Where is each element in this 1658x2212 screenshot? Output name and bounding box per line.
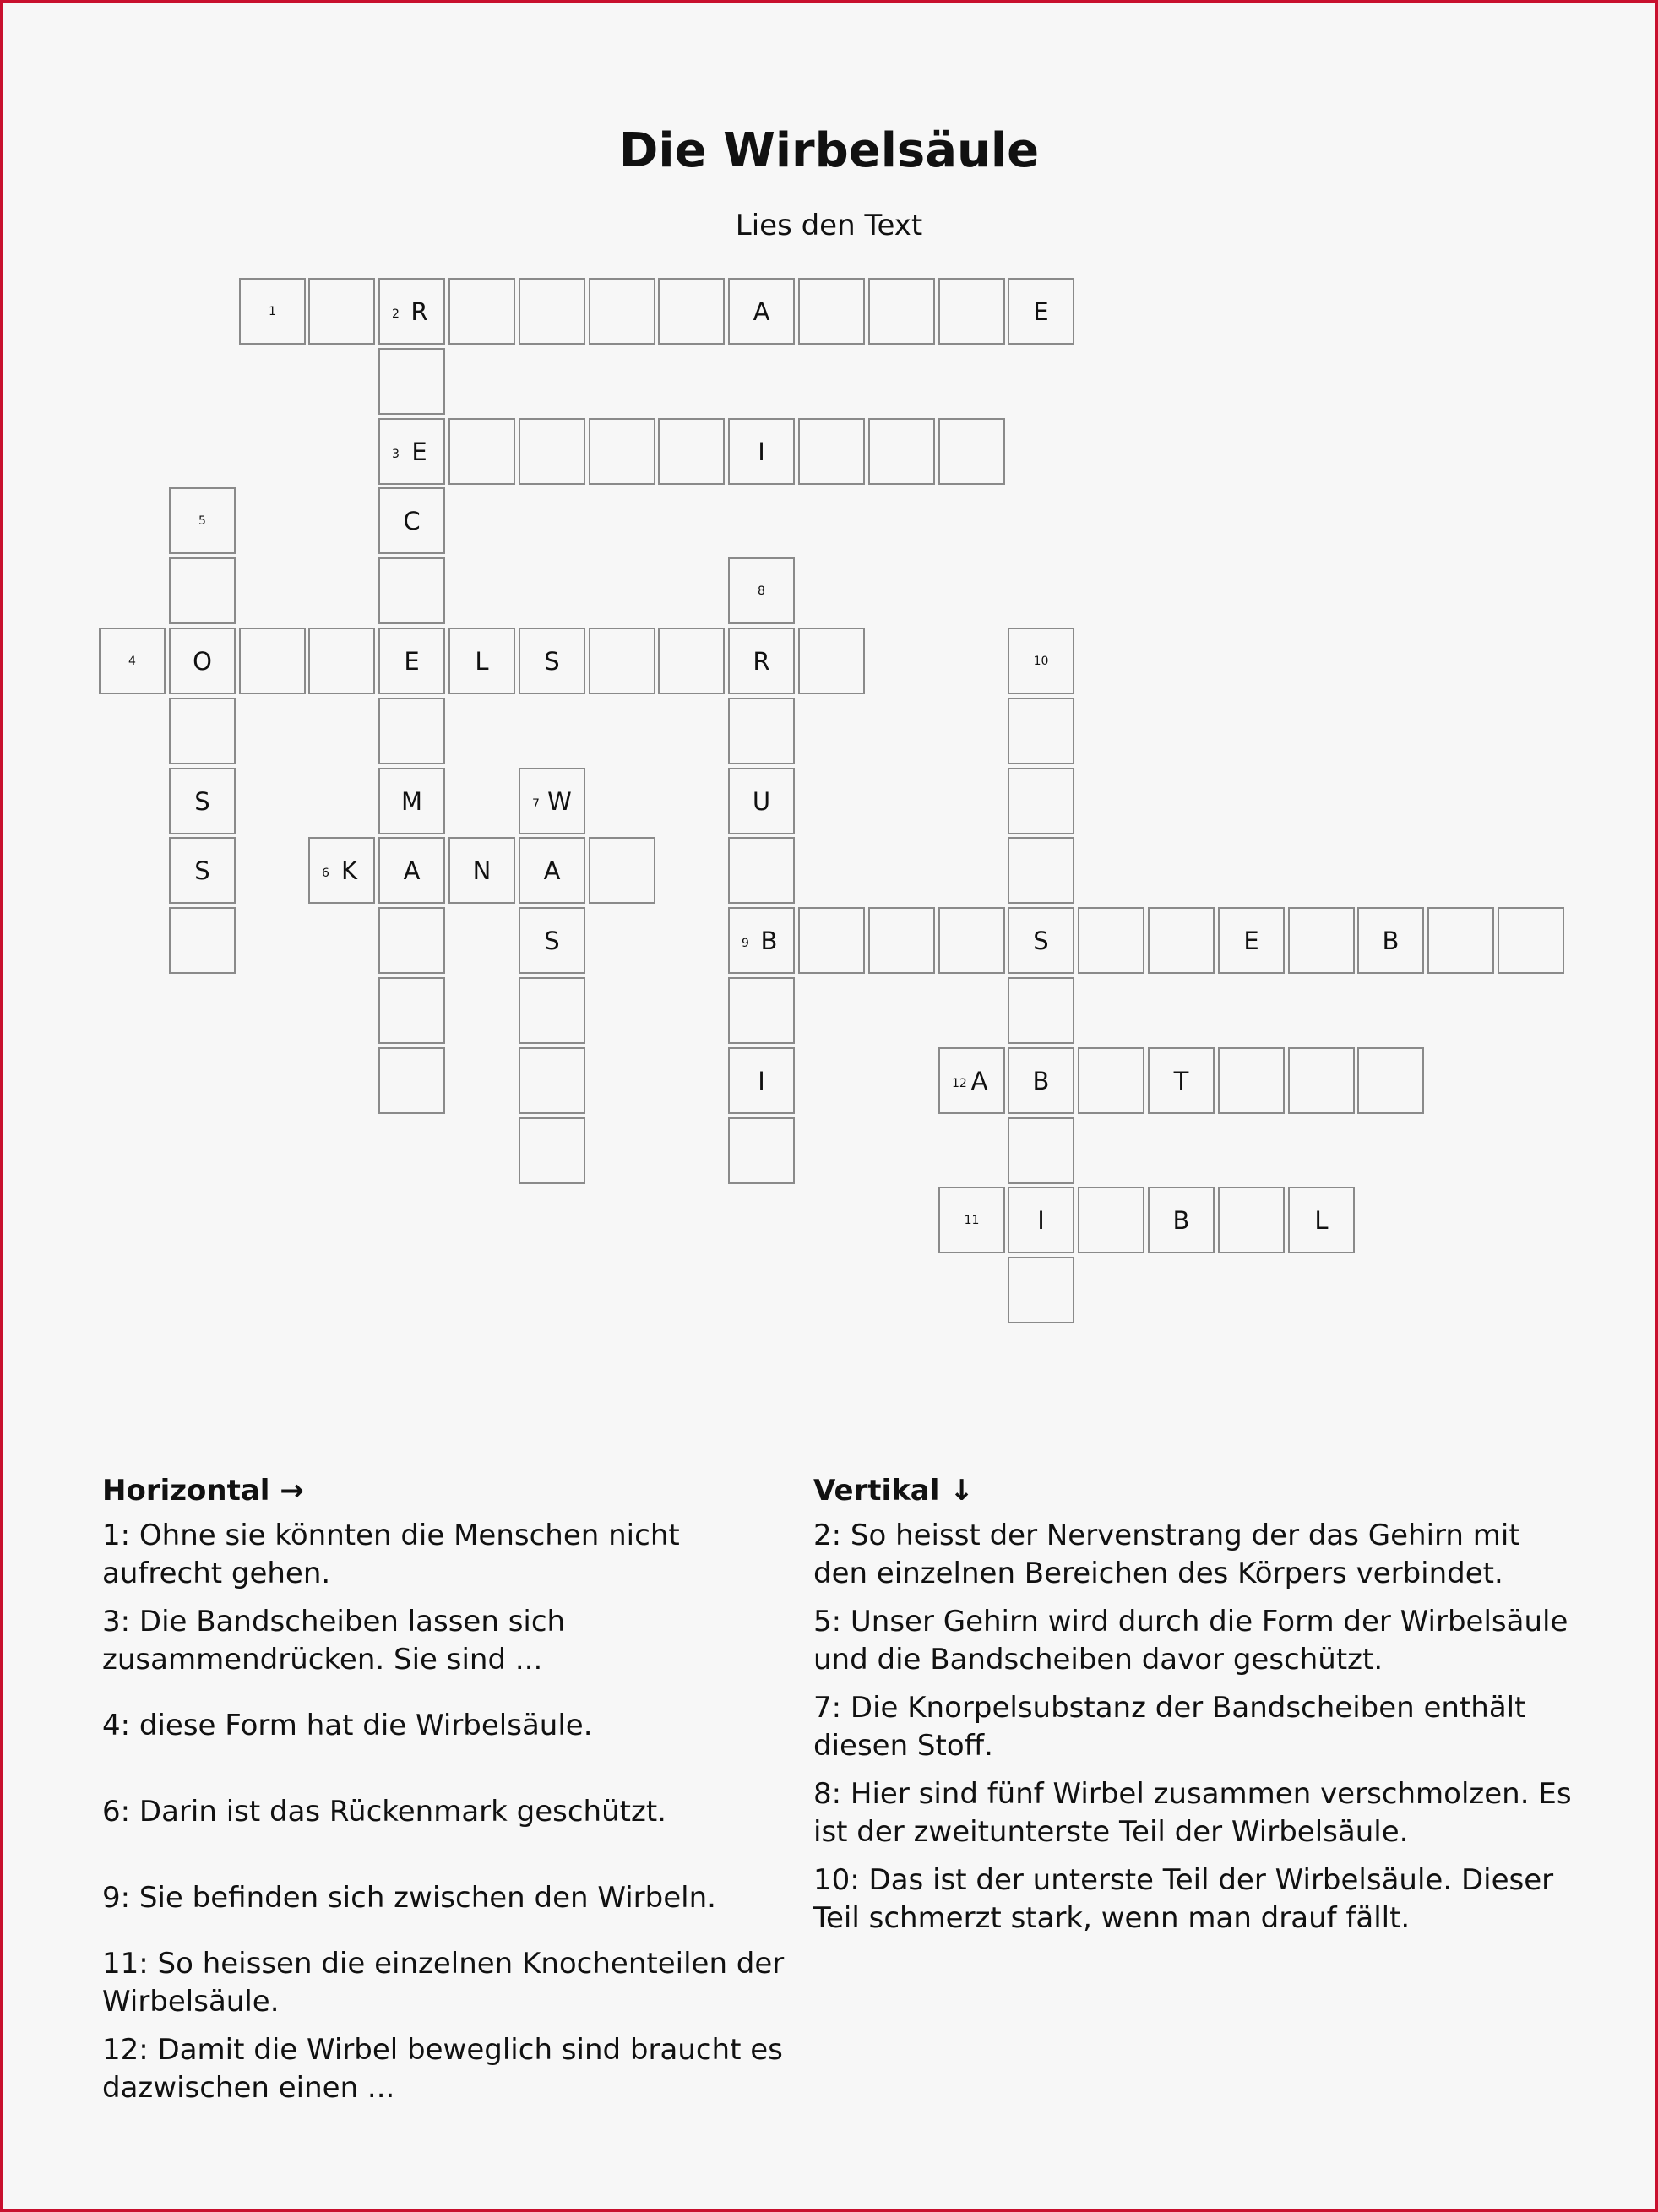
crossword-cell[interactable] (728, 907, 795, 974)
crossword-cell[interactable] (169, 557, 236, 624)
crossword-cell[interactable] (658, 628, 725, 694)
crossword-cell[interactable] (169, 907, 236, 974)
cell-letter: B (1032, 1066, 1050, 1095)
clue-number: 12 (952, 1076, 967, 1090)
crossword-cell[interactable] (1008, 628, 1074, 694)
cell-letter: S (194, 786, 210, 816)
crossword-cell[interactable] (728, 418, 795, 485)
crossword-cell[interactable] (378, 418, 445, 485)
crossword-cell[interactable] (308, 278, 375, 345)
crossword-cell[interactable] (519, 1047, 585, 1114)
clue-number: 1 (269, 304, 276, 318)
crossword-cell[interactable] (1078, 907, 1144, 974)
crossword-cell[interactable] (519, 628, 585, 694)
clue-number: 6 (322, 866, 329, 880)
crossword-cell[interactable] (169, 628, 236, 694)
cell-letter: A (543, 856, 561, 885)
crossword-cell[interactable] (728, 628, 795, 694)
crossword-cell[interactable] (448, 628, 515, 694)
crossword-cell[interactable] (519, 977, 585, 1044)
crossword-cell[interactable] (239, 628, 306, 694)
crossword-grid (3, 3, 1655, 1371)
crossword-cell[interactable] (658, 418, 725, 485)
crossword-cell[interactable] (589, 278, 655, 345)
crossword-cell[interactable] (1008, 278, 1074, 345)
crossword-cell[interactable] (378, 557, 445, 624)
crossword-cell[interactable] (448, 837, 515, 904)
crossword-cell[interactable] (519, 907, 585, 974)
page-title: Die Wirbelsäule (618, 123, 1040, 178)
crossword-cell[interactable] (589, 837, 655, 904)
crossword-cell[interactable] (1288, 1187, 1355, 1253)
cell-letter: I (758, 437, 765, 466)
crossword-cell[interactable] (1498, 907, 1564, 974)
clue-number: 7 (532, 796, 540, 811)
crossword-cell[interactable] (378, 487, 445, 554)
crossword-cell[interactable] (589, 418, 655, 485)
crossword-cell[interactable] (1008, 1117, 1074, 1184)
crossword-cell[interactable] (938, 278, 1005, 345)
crossword-cell[interactable] (1008, 768, 1074, 834)
crossword-cell[interactable] (798, 278, 865, 345)
clue-horizontal-4: 4: diese Form hat die Wirbelsäule. (102, 1709, 593, 1742)
crossword-cell[interactable] (1008, 1047, 1074, 1114)
cell-letter: E (1243, 926, 1259, 955)
crossword-cell[interactable] (1357, 1047, 1424, 1114)
crossword-cell[interactable] (378, 698, 445, 764)
vertical-heading: Vertikal ↓ (813, 1474, 974, 1508)
crossword-cell[interactable] (1008, 977, 1074, 1044)
cell-letter: R (753, 646, 770, 676)
clue-vertical-10: 10: Das ist der unterste Teil der Wirbelsäule. Dieser Teil schmerzt stark, wenn man drauf fällt. (813, 1863, 1554, 1935)
cell-letter: S (544, 646, 560, 676)
horizontal-heading: Horizontal → (102, 1474, 304, 1508)
crossword-cell[interactable] (798, 418, 865, 485)
crossword-cell[interactable] (938, 907, 1005, 974)
crossword-cell[interactable] (658, 278, 725, 345)
cell-letter: C (403, 506, 421, 535)
crossword-cell[interactable] (169, 698, 236, 764)
crossword-cell[interactable] (1008, 1187, 1074, 1253)
crossword-cell[interactable] (308, 837, 375, 904)
crossword-cell[interactable] (798, 628, 865, 694)
cell-letter: O (193, 646, 212, 676)
crossword-cell[interactable] (99, 628, 166, 694)
crossword-cell[interactable] (938, 1047, 1005, 1114)
crossword-cell[interactable] (448, 418, 515, 485)
crossword-cell[interactable] (589, 628, 655, 694)
horizontal-clues (102, 1472, 795, 2105)
clue-number: 8 (758, 584, 765, 598)
crossword-cell[interactable] (1148, 1187, 1215, 1253)
crossword-cell[interactable] (519, 278, 585, 345)
clue-vertical-8: 8: Hier sind fünf Wirbel zusammen verschmolzen. Es ist der zweitunterste Teil der Wirbelsäule. (813, 1777, 1572, 1849)
crossword-cell[interactable] (728, 557, 795, 624)
crossword-cell[interactable] (938, 1187, 1005, 1253)
cell-letter: N (472, 856, 492, 885)
crossword-cell[interactable] (868, 907, 935, 974)
cell-letter: I (758, 1066, 765, 1095)
crossword-cell[interactable] (519, 1117, 585, 1184)
crossword-cell[interactable] (728, 278, 795, 345)
cell-letter: M (400, 786, 423, 816)
crossword-cell[interactable] (1148, 1047, 1215, 1114)
crossword-cell[interactable] (728, 1117, 795, 1184)
crossword-cell[interactable] (1357, 907, 1424, 974)
crossword-cell[interactable] (798, 907, 865, 974)
cell-letter: E (1033, 296, 1049, 326)
clue-vertical-7: 7: Die Knorpelsubstanz der Bandscheiben enthält diesen Stoff. (813, 1691, 1526, 1763)
crossword-cell[interactable] (728, 768, 795, 834)
crossword-cell[interactable] (728, 1047, 795, 1114)
cell-letter: B (760, 926, 778, 955)
clue-horizontal-9: 9: Sie befinden sich zwischen den Wirbeln. (102, 1881, 716, 1915)
crossword-cell[interactable] (1008, 1257, 1074, 1323)
crossword-cell[interactable] (1288, 907, 1355, 974)
cell-letter: R (410, 296, 428, 326)
cell-letter: E (411, 437, 427, 466)
crossword-cell[interactable] (448, 278, 515, 345)
clue-number: 5 (198, 514, 206, 528)
crossword-cell[interactable] (378, 907, 445, 974)
crossword-cell[interactable] (519, 837, 585, 904)
cell-letter: S (544, 926, 560, 955)
cell-letter: A (753, 296, 770, 326)
crossword-cell[interactable] (1218, 1047, 1285, 1114)
clue-horizontal-1: 1: Ohne sie könnten die Menschen nicht aufrecht gehen. (102, 1519, 680, 1590)
cell-letter: S (1033, 926, 1049, 955)
crossword-cell[interactable] (1427, 907, 1494, 974)
cell-letter: A (970, 1066, 988, 1095)
clue-number: 11 (964, 1213, 980, 1227)
cell-letter: W (547, 786, 572, 816)
crossword-cell[interactable] (1008, 837, 1074, 904)
crossword-cell[interactable] (378, 768, 445, 834)
clue-number: 2 (392, 307, 400, 321)
clue-vertical-5: 5: Unser Gehirn wird durch die Form der Wirbelsäule und die Bandscheiben davor geschützt. (813, 1605, 1568, 1677)
crossword-cell[interactable] (1148, 907, 1215, 974)
cell-letter: U (752, 786, 771, 816)
crossword-cell[interactable] (1008, 907, 1074, 974)
crossword-cell[interactable] (378, 1047, 445, 1114)
crossword-cell[interactable] (308, 628, 375, 694)
cell-letter: B (1172, 1205, 1190, 1235)
clue-number: 9 (742, 936, 749, 950)
crossword-cell[interactable] (239, 278, 306, 345)
vertical-clues (813, 1472, 1574, 1935)
clue-horizontal-3: 3: Die Bandscheiben lassen sich zusammendrücken. Sie sind ... (102, 1605, 566, 1677)
crossword-cell[interactable] (1078, 1047, 1144, 1114)
cell-letter: I (1037, 1205, 1045, 1235)
crossword-cell[interactable] (169, 837, 236, 904)
crossword-cell[interactable] (728, 977, 795, 1044)
crossword-cell[interactable] (1078, 1187, 1144, 1253)
cell-letter: S (194, 856, 210, 885)
cell-letter: A (403, 856, 421, 885)
clue-horizontal-6: 6: Darin ist das Rückenmark geschützt. (102, 1795, 666, 1829)
page-subtitle: Lies den Text (735, 209, 923, 242)
crossword-cell[interactable] (519, 418, 585, 485)
crossword-cell[interactable] (169, 487, 236, 554)
cell-letter: L (1314, 1205, 1329, 1235)
crossword-cell[interactable] (169, 768, 236, 834)
crossword-cell[interactable] (519, 768, 585, 834)
crossword-cell[interactable] (378, 278, 445, 345)
clue-number: 10 (1033, 654, 1049, 668)
cell-letter: B (1382, 926, 1400, 955)
clue-horizontal-12: 12: Damit die Wirbel beweglich sind braucht es dazwischen einen ... (102, 2033, 783, 2105)
crossword-cell[interactable] (1218, 1187, 1285, 1253)
crossword-cell[interactable] (868, 278, 935, 345)
clue-number: 3 (392, 447, 400, 461)
crossword-cell[interactable] (378, 977, 445, 1044)
cell-letter: K (340, 856, 358, 885)
clue-vertical-2: 2: So heisst der Nervenstrang der das Gehirn mit den einzelnen Bereichen des Körpers verbindet. (813, 1519, 1520, 1590)
crossword-cell[interactable] (868, 418, 935, 485)
cell-letter: T (1173, 1066, 1189, 1095)
crossword-cell[interactable] (378, 628, 445, 694)
clue-number: 4 (128, 654, 136, 668)
crossword-cell[interactable] (1288, 1047, 1355, 1114)
crossword-cell[interactable] (378, 348, 445, 415)
crossword-cell[interactable] (728, 837, 795, 904)
clue-horizontal-11: 11: So heissen die einzelnen Knochenteilen der Wirbelsäule. (102, 1947, 785, 2019)
crossword-cell[interactable] (1008, 698, 1074, 764)
cell-letter: L (475, 646, 489, 676)
crossword-cell[interactable] (728, 698, 795, 764)
crossword-cell[interactable] (938, 418, 1005, 485)
crossword-cell[interactable] (1218, 907, 1285, 974)
cell-letter: E (404, 646, 420, 676)
crossword-cell[interactable] (378, 837, 445, 904)
